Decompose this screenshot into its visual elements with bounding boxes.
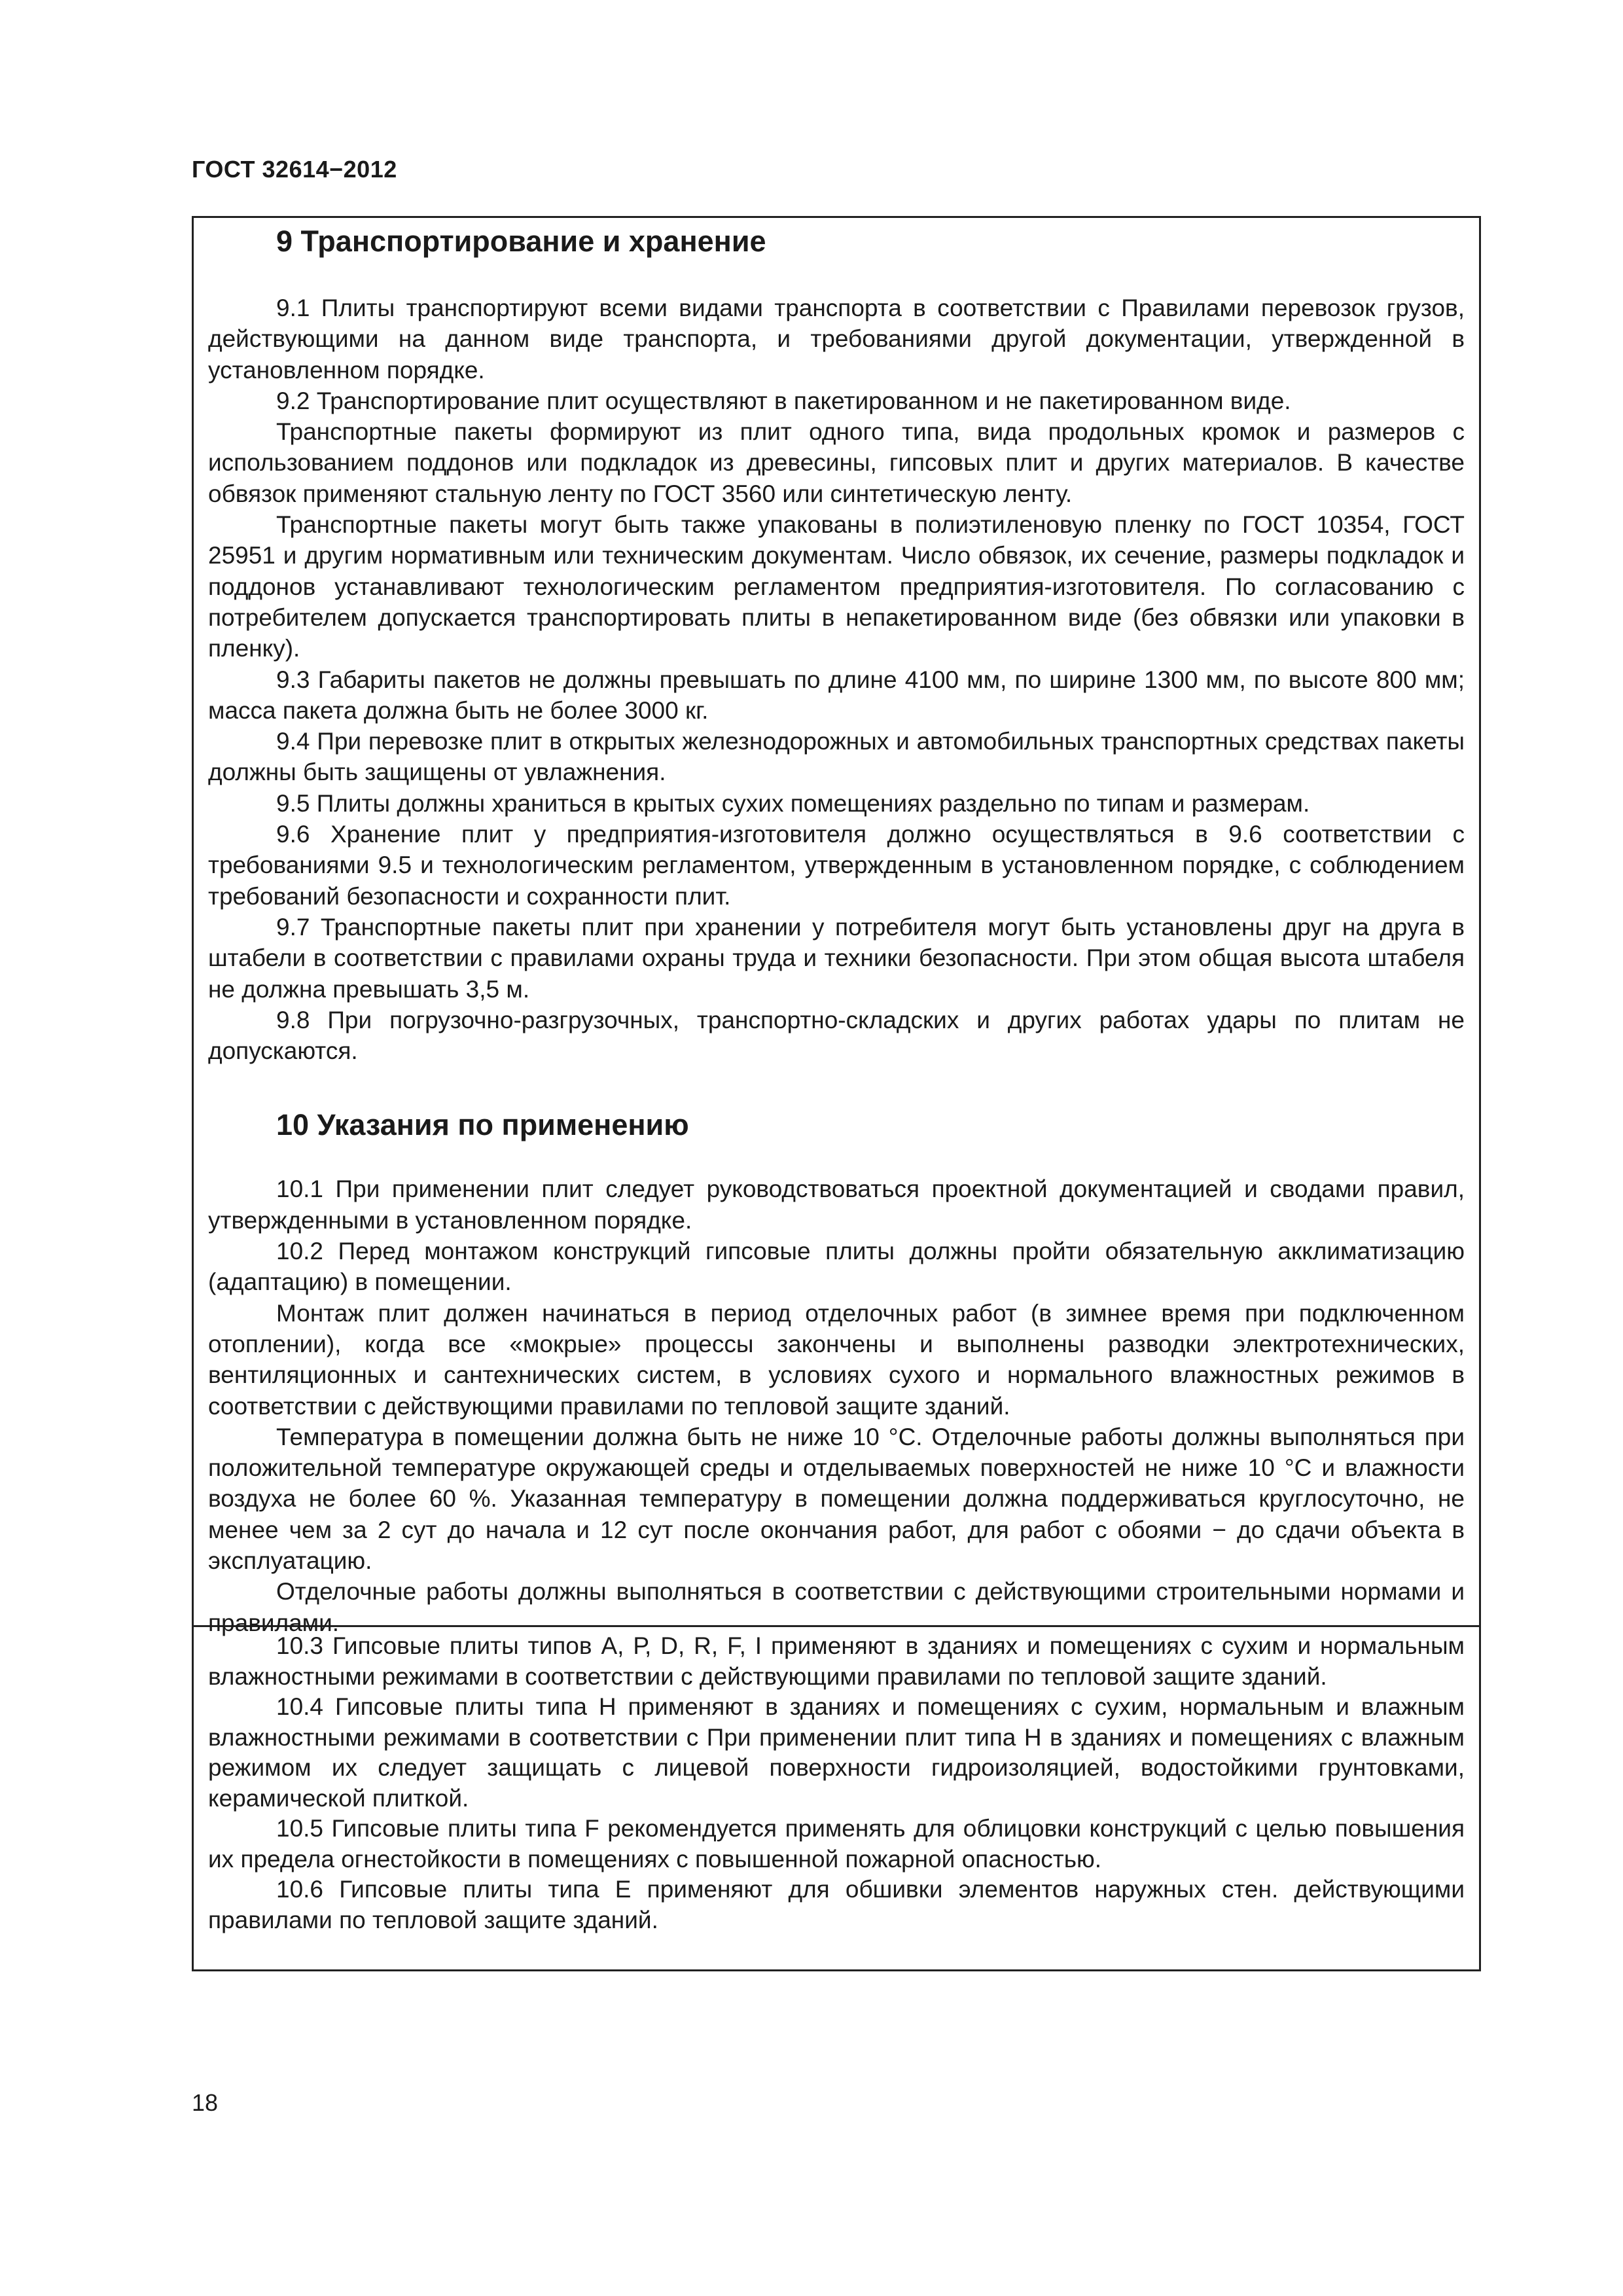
paragraph-9-2-packing: Транспортные пакеты могут быть также упакованы в полиэтиленовую пленку по ГОСТ 10354, ГОСТ 25951 и другим нормативным или техническим документам. Число обвязок, их сечение, размеры подкладок и поддонов устанавливают технологическим регламентом предприятия-изготовителя. По согласованию с потребителем допускается транспортировать плиты в непакетированном виде (без обвязки или упаковки в пленку). [208, 511, 1465, 662]
section-10-title: 10 Указания по применению [276, 1108, 689, 1142]
paragraph-10-2: 10.2 Перед монтажом конструкций гипсовые плиты должны пройти обязательную акклиматизацию (адаптацию) в помещении. [208, 1238, 1465, 1296]
content-frame-2 [192, 1627, 1481, 1971]
paragraph-9-8: 9.8 При погрузочно-разгрузочных, транспортно-складских и других работах удары по плитам не допускаются. [208, 1006, 1465, 1065]
paragraph-9-3: 9.3 Габариты пакетов не должны превышать по длине 4100 мм, по ширине 1300 мм, по высоте 800 мм; масса пакета должна быть не более 3000 кг. [208, 666, 1465, 724]
paragraph-9-1: 9.1 Плиты транспортируют всеми видами транспорта в соответствии с Правилами перевозок грузов, действующими на данном виде транспорта, и требованиями другой документации, утвержденной в установленном порядке. [208, 295, 1465, 384]
paragraph-10-3: 10.3 Гипсовые плиты типов А, Р, D, R, F, I применяют в зданиях и помещениях с сухим и нормальным влажностными режимами в соответствии с действующими правилами по тепловой защите зданий. [208, 1632, 1465, 1690]
page-number: 18 [192, 2089, 219, 2116]
paragraph-9-2-packages: Транспортные пакеты формируют из плит одного типа, вида продольных кромок и размеров с использованием поддонов или подкладок из древесины, гипсовых плит и других материалов. В качестве обвязок применяют стальную ленту по ГОСТ 3560 или синтетическую ленту. [208, 418, 1465, 507]
paragraph-9-7: 9.7 Транспортные пакеты плит при хранении у потребителя могут быть установлены друг на друга в штабели в соответствии с правилами охраны труда и техники безопасности. При этом общая высота штабеля не должна превышать 3,5 м. [208, 913, 1465, 1003]
paragraph-10-1: 10.1 При применении плит следует руководствоваться проектной документацией и сводами правил, утвержденными в установленном порядке. [208, 1175, 1465, 1234]
paragraph-10-5: 10.5 Гипсовые плиты типа F рекомендуется применять для облицовки конструкций с целью повышения их предела огнестойкости в помещениях с повышенной пожарной опасностью. [208, 1815, 1465, 1873]
content-frame-1 [192, 216, 1481, 1636]
section-9-title: 9 Транспортирование и хранение [276, 224, 766, 258]
paragraph-10-2-temperature: Температура в помещении должна быть не ниже 10 °С. Отделочные работы должны выполняться при положительной температуре окружающей среды и отделываемых поверхностей не ниже 10 °С и влажности воздуха не более 60 %. Указанная температуру в помещении должна поддерживаться круглосуточно, не менее чем за 2 сут до начала и 12 сут после окончания работ, для работ с обоями − до сдачи объекта в эксплуатацию. [208, 1423, 1465, 1574]
paragraph-9-4: 9.4 При перевозке плит в открытых железнодорожных и автомобильных транспортных средствах пакеты должны быть защищены от увлажнения. [208, 728, 1465, 786]
paragraph-10-2-finishing: Отделочные работы должны выполняться в соответствии с действующими строительными нормами и правилами. [208, 1578, 1465, 1636]
paragraph-9-5: 9.5 Плиты должны храниться в крытых сухих помещениях раздельно по типам и размерам. [276, 789, 1310, 817]
paragraph-10-4: 10.4 Гипсовые плиты типа Н применяют в зданиях и помещениях с сухим, нормальным и влажным влажностными режимами в соответствии с При применении плит типа Н в зданиях и помещениях с влажным режимом их следует защищать с лицевой поверхности гидроизоляцией, водостойкими грунтовками, керамической плиткой. [208, 1693, 1465, 1812]
paragraph-10-2-mounting: Монтаж плит должен начинаться в период отделочных работ (в зимнее время при подключенном отоплении), когда все «мокрые» процессы закончены и выполнены разводки электротехнических, вентиляционных и сантехнических систем, в условиях сухого и нормального влажностных режимов в соответствии с действующими правилами по тепловой защите зданий. [208, 1299, 1465, 1420]
paragraph-9-6: 9.6 Хранение плит у предприятия-изготовителя должно осуществляться в 9.6 соответствии с требованиями 9.5 и технологическим регламентом, утвержденным в установленном порядке, с соблюдением требований безопасности и сохранности плит. [208, 821, 1465, 910]
paragraph-9-2: 9.2 Транспортирование плит осуществляют в пакетированном и не пакетированном виде. [276, 387, 1291, 414]
document-code: ГОСТ 32614−2012 [192, 156, 397, 183]
paragraph-10-6: 10.6 Гипсовые плиты типа Е применяют для обшивки элементов наружных стен. действующими правилами по тепловой защите зданий. [208, 1876, 1465, 1933]
